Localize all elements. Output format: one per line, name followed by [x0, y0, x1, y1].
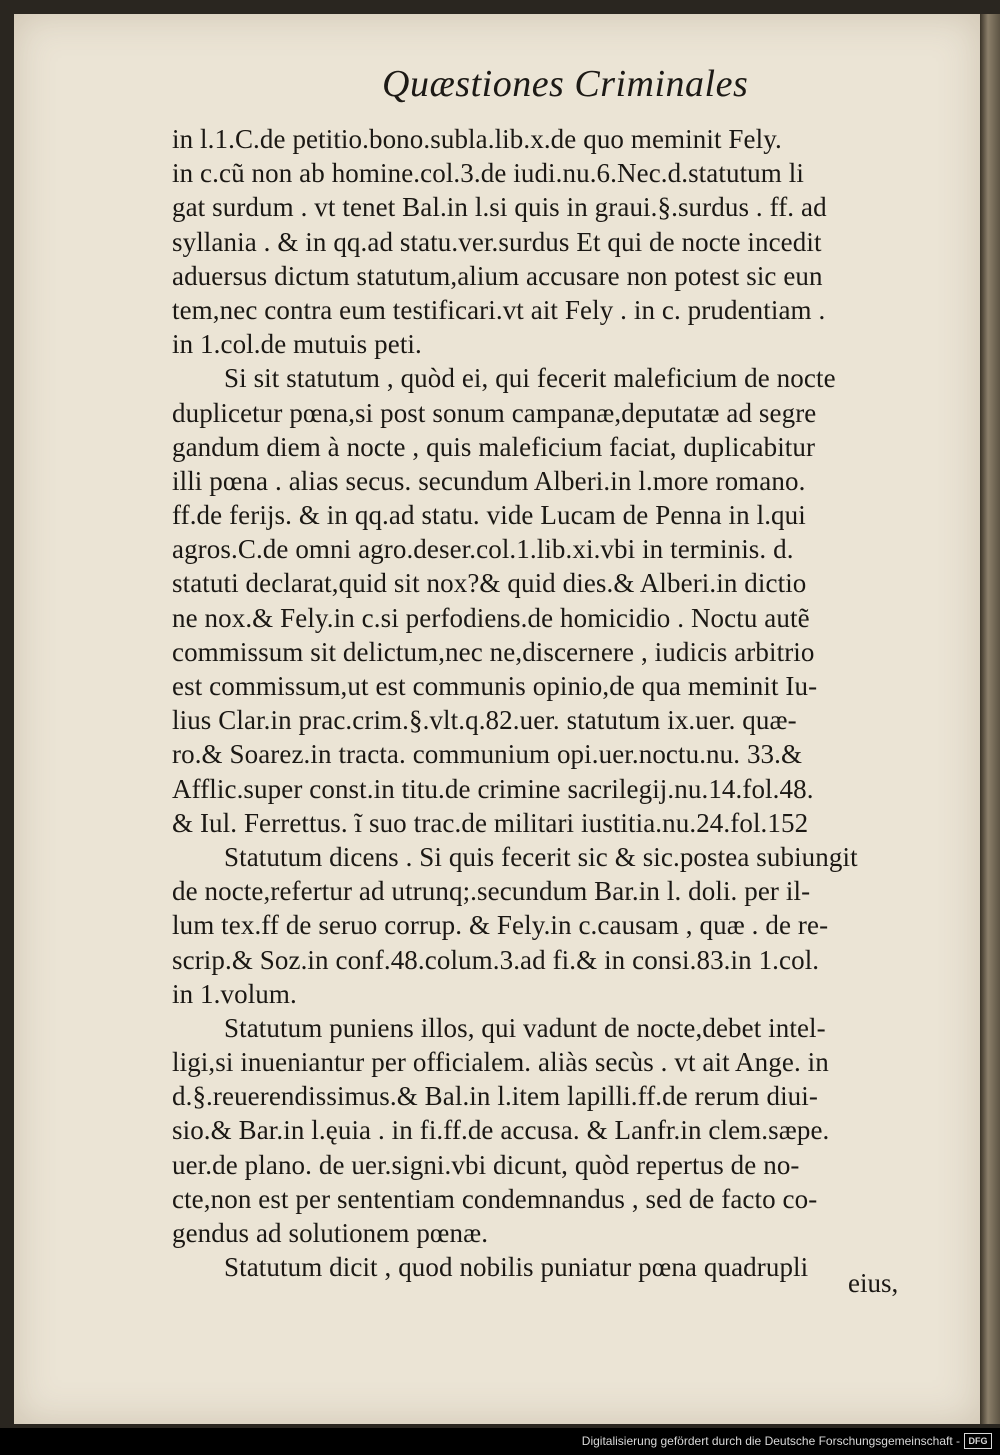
- page-edge: [980, 14, 1000, 1424]
- text-line: Statutum dicit , quod nobilis puniatur pœna quadrupli: [224, 1252, 809, 1283]
- text-line: Statutum dicens . Si quis fecerit sic & sic.postea subiungit: [224, 841, 858, 872]
- text-line: ne nox.& Fely.in c.si perfodiens.de homicidio . Noctu autẽ: [172, 602, 810, 633]
- text-line: in c.cũ non ab homine.col.3.de iudi.nu.6.Nec.d.statutum li: [172, 158, 804, 189]
- text-line: Statutum puniens illos, qui vadunt de nocte,debet intel-: [224, 1012, 826, 1043]
- text-line: in 1.col.de mutuis peti.: [172, 329, 422, 360]
- text-line: cte,non est per sententiam condemnandus , sed de facto co-: [172, 1183, 818, 1214]
- text-line: illi pœna . alias secus. secundum Alberi.in l.more romano.: [172, 465, 806, 496]
- running-header: Quæstiones Criminales: [382, 63, 749, 105]
- text-line: syllania . & in qq.ad statu.ver.surdus Et qui de nocte incedit: [172, 226, 822, 257]
- text-line: commissum sit delictum,nec ne,discernere , iudicis arbitrio: [172, 636, 815, 667]
- text-line: statuti declarat,quid sit nox?& quid dies.& Alberi.in dictio: [172, 568, 807, 599]
- catchword: eius,: [848, 1268, 899, 1298]
- text-line: duplicetur pœna,si post sonum campanæ,deputatæ ad segre: [172, 397, 817, 428]
- text-line: sio.& Bar.in l.ęuia . in fi.ff.de accusa. & Lanfr.in clem.sæpe.: [172, 1115, 830, 1146]
- text-line: aduersus dictum statutum,alium accusare non potest sic eun: [172, 260, 823, 291]
- text-line: gendus ad solutionem pœnæ.: [172, 1218, 489, 1248]
- text-line: agros.C.de omni agro.deser.col.1.lib.xi.vbi in terminis. d.: [172, 534, 794, 565]
- dfg-logo-icon: DFG: [964, 1433, 992, 1449]
- text-line: ro.& Soarez.in tracta. communium opi.uer.noctu.nu. 33.&: [172, 739, 803, 770]
- text-line: gat surdum . vt tenet Bal.in l.si quis in graui.§.surdus . ff. ad: [172, 192, 827, 223]
- text-line: in 1.volum.: [172, 978, 297, 1009]
- text-line: gandum diem à nocte , quis maleficium faciat, duplicabitur: [172, 431, 816, 462]
- footer-bar: [0, 1428, 1000, 1455]
- text-line: lius Clar.in prac.crim.§.vlt.q.82.uer. statutum ix.uer. quæ-: [172, 705, 797, 736]
- text-line: & Iul. Ferrettus. ĩ suo trac.de militari iustitia.nu.24.fol.152: [172, 807, 809, 838]
- text-line: ff.de ferijs. & in qq.ad statu. vide Lucam de Penna in l.qui: [172, 500, 806, 531]
- text-line: ligi,si inueniantur per officialem. aliàs secùs . vt ait Ange. in: [172, 1047, 829, 1078]
- text-line: tem,nec contra eum testificari.vt ait Fely . in c. prudentiam .: [172, 294, 826, 325]
- text-line: est commissum,ut est communis opinio,de qua meminit Iu-: [172, 671, 818, 701]
- text-line: lum tex.ff de seruo corrup. & Fely.in c.causam , quæ . de re-: [172, 910, 829, 941]
- text-line: Afflic.super const.in titu.de crimine sacrilegij.nu.14.fol.48.: [172, 773, 814, 804]
- funding-credit: Digitalisierung gefördert durch die Deutsche Forschungsgemeinschaft -: [581, 1434, 960, 1448]
- text-line: in l.1.C.de petitio.bono.subla.lib.x.de quo meminit Fely.: [172, 124, 782, 154]
- text-line: de nocte,refertur ad utrunq;.secundum Bar.in l. doli. per il-: [172, 876, 811, 907]
- body-text: [172, 122, 952, 1284]
- text-line: d.§.reuerendissimus.& Bal.in l.item lapilli.ff.de rerum diui-: [172, 1081, 818, 1112]
- text-line: scrip.& Soz.in conf.48.colum.3.ad fi.& in consi.83.in 1.col.: [172, 944, 820, 975]
- text-line: Si sit statutum , quòd ei, qui fecerit maleficium de nocte: [224, 363, 836, 394]
- text-line: uer.de plano. de uer.signi.vbi dicunt, quòd repertus de no-: [172, 1149, 800, 1180]
